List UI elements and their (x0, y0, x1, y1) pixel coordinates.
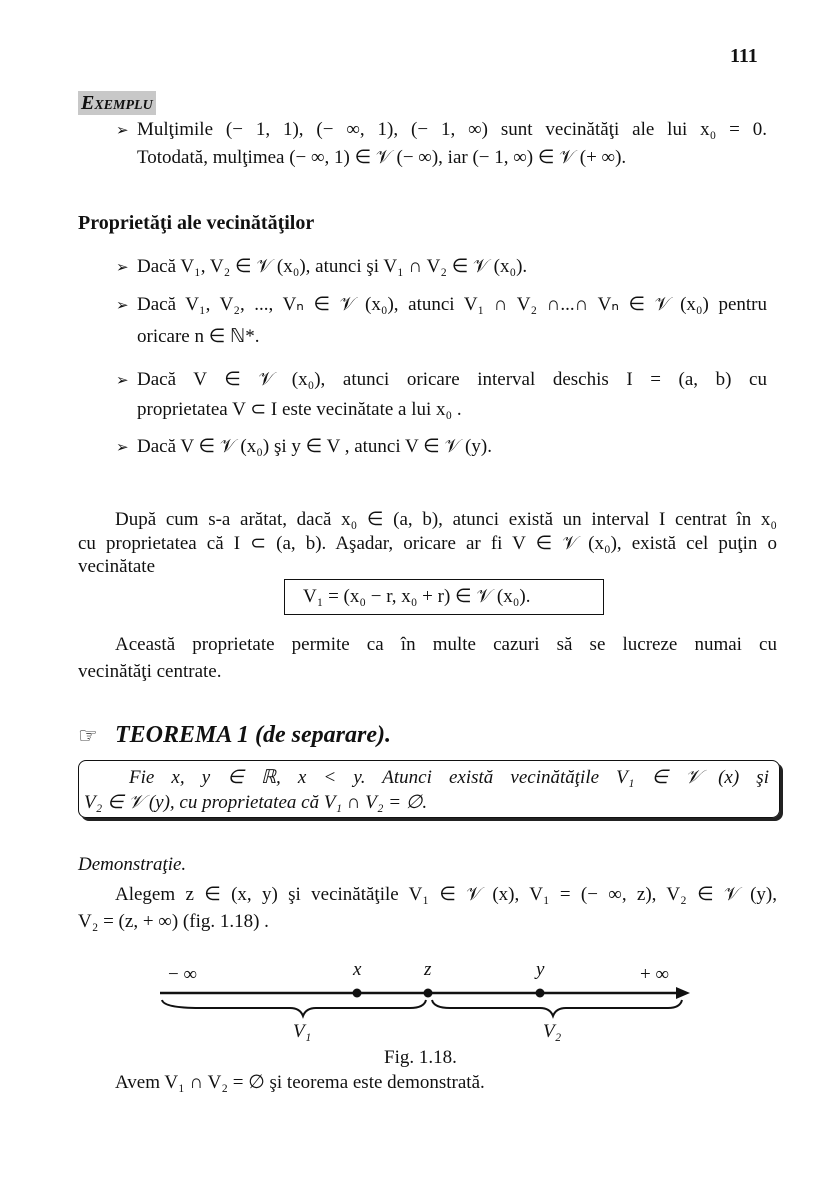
property-item-cont: oricare n ∈ ℕ*. (137, 326, 260, 347)
paragraph-line: cu proprietatea că I ⊂ (a, b). Aşadar, oricare ar fi V ∈ 𝒱 (x₀), există cel puţin o (78, 533, 777, 554)
arrow-head-icon (676, 987, 690, 999)
label-minus-infinity: − ∞ (168, 964, 198, 985)
example-label: Exemplu (78, 91, 156, 115)
bullet-arrow-icon: ➢ (116, 373, 129, 389)
proof-label: Demonstraţie. (78, 854, 187, 875)
label-v2: V₂ (543, 1021, 562, 1042)
pointing-hand-icon: ☞ (78, 723, 98, 748)
theorem-box (78, 760, 780, 818)
brace-v1 (162, 1000, 426, 1016)
point-z (424, 989, 433, 998)
theorem-title: TEOREMA 1 (de separare). (115, 722, 391, 748)
point-y (536, 989, 545, 998)
label-z: z (424, 959, 432, 980)
property-item: Dacă V ∈ 𝒱 (x₀) şi y ∈ V , atunci V ∈ 𝒱 (y). (137, 436, 492, 457)
proof-conclusion: Avem V₁ ∩ V₂ = ∅ şi teorema este demonstrată. (115, 1072, 485, 1093)
boxed-formula: V₁ = (x₀ − r, x₀ + r) ∈ 𝒱 (x₀). (284, 579, 604, 615)
paragraph-line: vecinătate (78, 556, 156, 577)
bullet-arrow-icon: ➢ (116, 123, 129, 139)
paragraph-line: vecinătăţi centrate. (78, 661, 222, 682)
property-item: Dacă V₁, V₂ ∈ 𝒱 (x₀), atunci şi V₁ ∩ V₂ ∈ 𝒱 (x₀). (137, 256, 528, 277)
property-item: Dacă V ∈ 𝒱 (x₀), atunci oricare interval deschis I = (a, b) cu (137, 369, 767, 390)
example-line: Totodată, mulţimea (− ∞, 1) ∈ 𝒱 (− ∞), iar (− 1, ∞) ∈ 𝒱 (+ ∞). (137, 147, 627, 168)
theorem-line: Fie x, y ∈ ℝ, x < y. Atunci există vecinătăţile V₁ ∈ 𝒱 (x) şi (129, 767, 769, 788)
brace-v2 (432, 1000, 682, 1016)
point-x (353, 989, 362, 998)
property-item-cont: proprietatea V ⊂ I este vecinătate a lui x₀ . (137, 399, 462, 420)
paragraph-line: Această proprietate permite ca în multe cazuri să se lucreze numai cu (115, 634, 777, 655)
number-line-figure (0, 930, 828, 1050)
theorem-line: V₂ ∈ 𝒱 (y), cu proprietatea că V₁ ∩ V₂ = ∅. (84, 792, 428, 813)
page-number: 111 (730, 45, 758, 67)
property-item: Dacă V₁, V₂, ..., Vₙ ∈ 𝒱 (x₀), atunci V₁ ∩ V₂ ∩...∩ Vₙ ∈ 𝒱 (x₀) pentru (137, 294, 767, 315)
label-plus-infinity: + ∞ (640, 964, 670, 985)
label-v1: V₁ (293, 1021, 312, 1042)
label-y: y (536, 959, 545, 980)
proof-line: Alegem z ∈ (x, y) şi vecinătăţile V₁ ∈ 𝒱 (x), V₁ = (− ∞, z), V₂ ∈ 𝒱 (y), (115, 884, 777, 905)
example-line: Mulţimile (− 1, 1), (− ∞, 1), (− 1, ∞) sunt vecinătăţi ale lui x₀ = 0. (137, 119, 767, 140)
label-x: x (353, 959, 362, 980)
figure-caption: Fig. 1.18. (384, 1047, 457, 1068)
bullet-arrow-icon: ➢ (116, 260, 129, 276)
section-heading: Proprietăţi ale vecinătăţilor (78, 212, 315, 234)
bullet-arrow-icon: ➢ (116, 298, 129, 314)
paragraph-line: După cum s-a arătat, dacă x₀ ∈ (a, b), atunci există un interval I centrat în x₀ (115, 509, 777, 530)
bullet-arrow-icon: ➢ (116, 440, 129, 456)
proof-line: V₂ = (z, + ∞) (fig. 1.18) . (78, 911, 269, 932)
